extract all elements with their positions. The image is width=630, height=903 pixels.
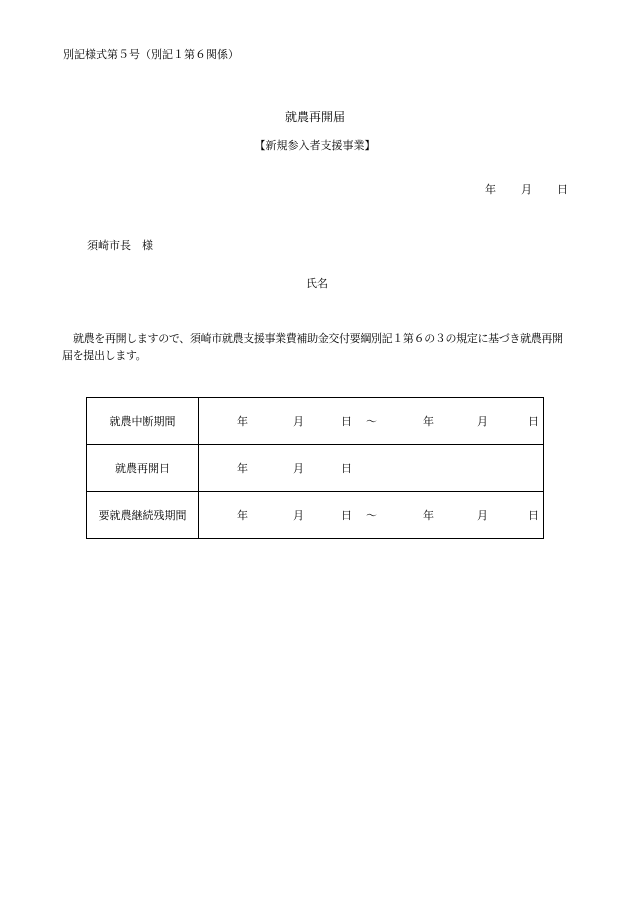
- start-day-label: 日: [341, 509, 352, 522]
- table-row: [87, 445, 544, 492]
- end-day-label: 日: [528, 415, 539, 428]
- applicant-name-label: 氏名: [306, 277, 328, 290]
- document-title: 就農再開届: [284, 110, 345, 124]
- start-day-label: 日: [341, 462, 352, 475]
- range-separator: ～: [366, 415, 377, 428]
- row-label-suspension-period: 就農中断期間: [87, 398, 199, 445]
- end-day-label: 日: [528, 509, 539, 522]
- start-year-label: 年: [237, 415, 248, 428]
- end-year-label: 年: [423, 415, 434, 428]
- row-label-remaining-period: 要就農継続残期間: [87, 492, 199, 539]
- document-subtitle: 【新規参入者支援事業】: [254, 139, 376, 152]
- end-year-label: 年: [423, 509, 434, 522]
- date-day-label: 日: [557, 183, 568, 196]
- start-month-label: 月: [293, 415, 304, 428]
- addressee: 須崎市長 様: [87, 239, 153, 252]
- row-label-resumption-date: 就農再開日: [87, 445, 199, 492]
- suspension-period-value: [199, 398, 544, 445]
- table-row: [87, 398, 544, 445]
- date-month-label: 月: [521, 183, 532, 196]
- end-month-label: 月: [477, 415, 488, 428]
- form-number: 別記様式第５号（別記１第６関係）: [63, 48, 239, 61]
- start-year-label: 年: [237, 462, 248, 475]
- start-month-label: 月: [293, 462, 304, 475]
- body-text: 就農を再開しますので、須崎市就農支援事業費補助金交付要綱別記１第６の３の規定に基づき就農再開届を提出します。: [62, 332, 563, 362]
- info-table: [86, 397, 544, 539]
- remaining-period-value: [199, 492, 544, 539]
- submission-date: [485, 183, 568, 197]
- start-day-label: 日: [341, 415, 352, 428]
- table-row: [87, 492, 544, 539]
- start-month-label: 月: [293, 509, 304, 522]
- range-separator: ～: [366, 509, 377, 522]
- resumption-date-value: [199, 445, 544, 492]
- end-month-label: 月: [477, 509, 488, 522]
- start-year-label: 年: [237, 509, 248, 522]
- date-year-label: 年: [485, 183, 496, 196]
